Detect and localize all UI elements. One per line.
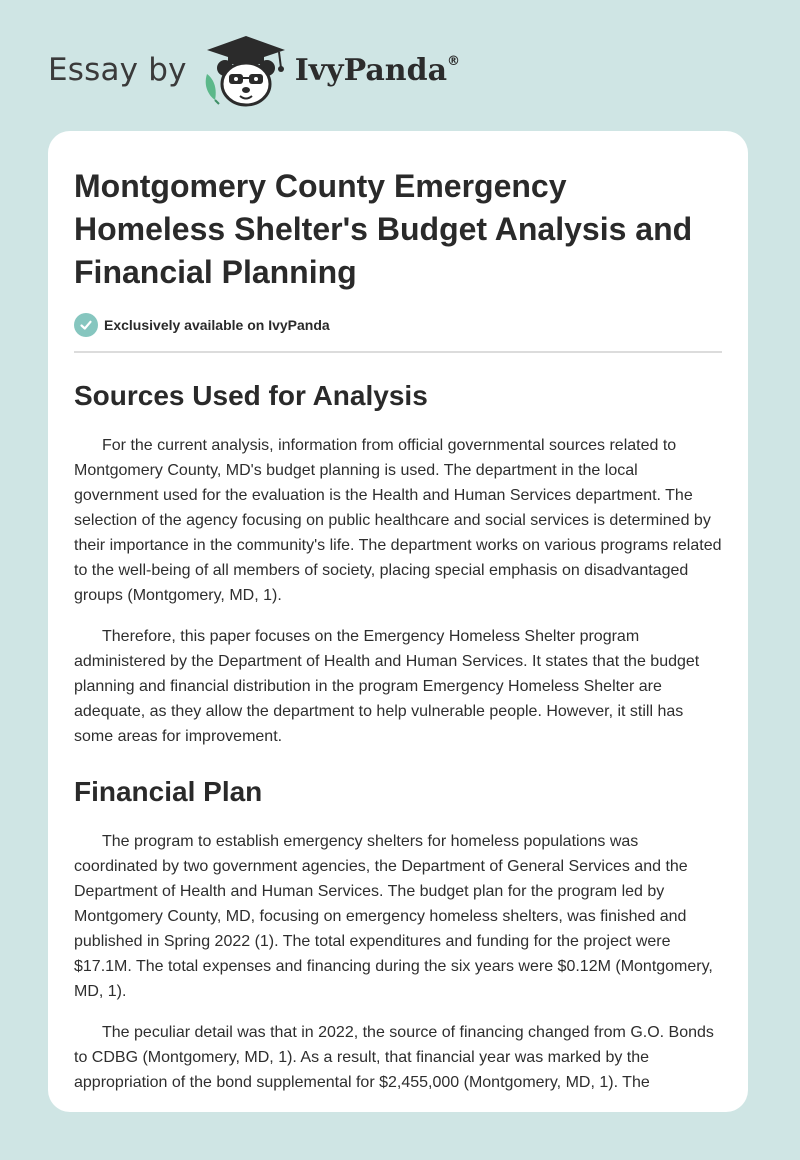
section-sources (74, 379, 722, 749)
registered-mark: ® (447, 53, 461, 69)
availability-badge (74, 313, 722, 353)
paragraph: For the current analysis, information from official governmental sources related to Montgomery County, MD's budget planning is used. The department in the local government used for the evaluation is the Health and Human Services department. The selection of the agency focusing on public healthcare and social services is determined by their importance in the community's life. The department works on various programs related to the well-being of all members of society, placing special emphasis on disadvantaged groups (Montgomery, MD, 1). (74, 437, 722, 604)
section-heading: Financial Plan (74, 776, 263, 807)
badge-label: Exclusively available on IvyPanda (104, 317, 330, 333)
panda-logo-icon[interactable] (201, 30, 291, 110)
essay-by-label: Essay by (48, 52, 187, 88)
brand-name[interactable] (295, 53, 460, 88)
check-icon (74, 313, 98, 337)
article-card (48, 131, 748, 1112)
article-title: Montgomery County Emergency Homeless Shelter's Budget Analysis and Financial Planning (74, 168, 693, 290)
paragraph: Therefore, this paper focuses on the Emergency Homeless Shelter program administered by the Department of Health and Human Services. It states that the budget planning and financial distribution in the program Emergency Homeless Shelter are adequate, as they allow the department to help vulnerable people. However, it still has some areas for improvement. (74, 628, 700, 745)
section-heading: Sources Used for Analysis (74, 380, 428, 411)
site-header (48, 30, 460, 110)
brand-label: IvyPanda (294, 52, 448, 88)
section-financial-plan (74, 775, 722, 1095)
paragraph: The peculiar detail was that in 2022, the source of financing changed from G.O. Bonds to CDBG (Montgomery, MD, 1). As a result, that financial year was marked by the appropriation of the bond supplemental for $2,455,000 (Montgomery, MD, 1). The (74, 1024, 714, 1091)
paragraph: The program to establish emergency shelters for homeless populations was coordinated by two government agencies, the Department of General Services and the Department of Health and Human Services. The budget plan for the program led by Montgomery County, MD, focusing on emergency homeless shelters, was finished and published in Spring 2022 (1). The total expenditures and funding for the project were $17.1M. The total expenses and financing during the six years were $0.12M (Montgomery, MD, 1). (74, 833, 713, 1000)
